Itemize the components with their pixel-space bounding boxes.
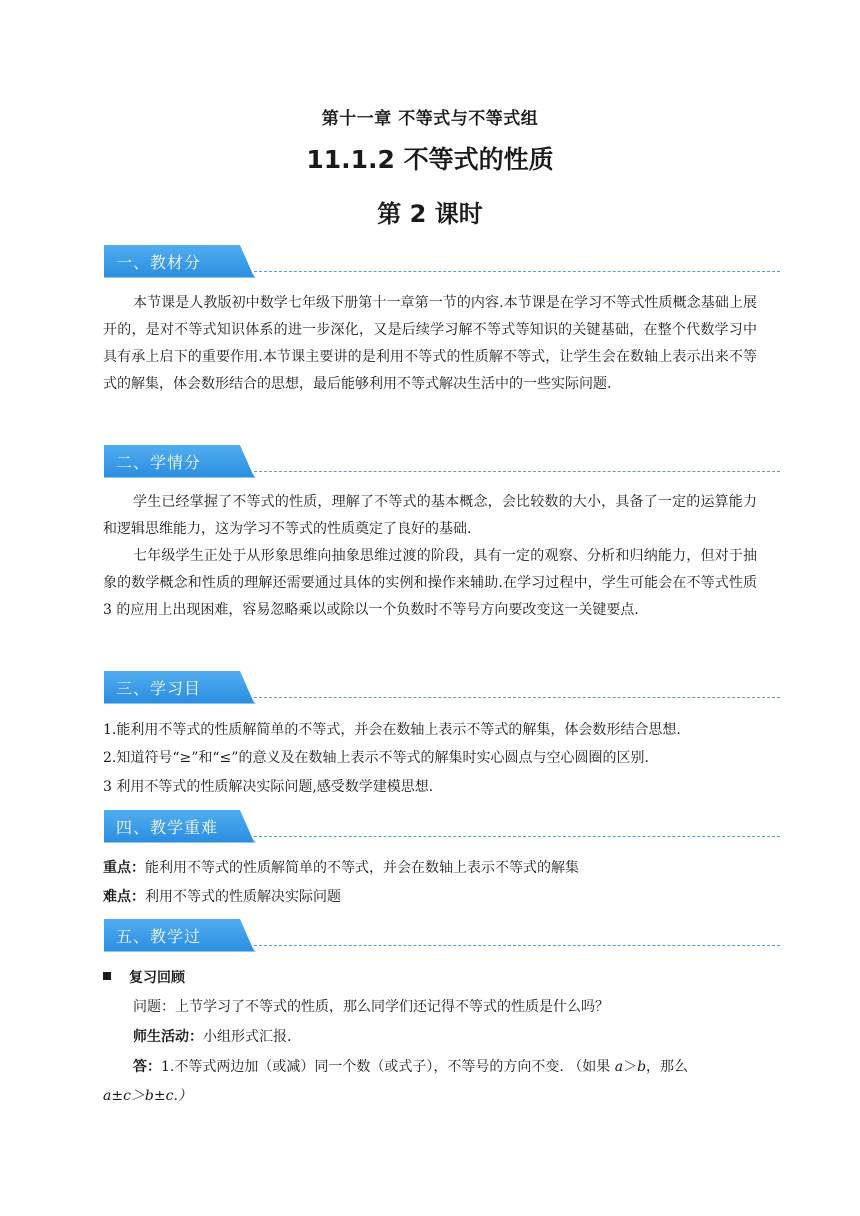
section-label: 三、学习目 bbox=[116, 679, 202, 698]
key-point-text: 能利用不等式的性质解简单的不等式，并会在数轴上表示不等式的解集 bbox=[145, 860, 579, 876]
activity-line bbox=[133, 1027, 793, 1047]
section-label: 四、教学重难 bbox=[116, 818, 219, 837]
section-label: 一、教材分 bbox=[116, 253, 202, 272]
section-header-key-difficult-points bbox=[104, 810, 780, 842]
period-title: 第 2 课时 bbox=[377, 200, 483, 228]
math-b: b bbox=[637, 1059, 647, 1075]
activity-text: 小组形式汇报. bbox=[203, 1029, 292, 1045]
section-divider bbox=[254, 836, 780, 837]
key-point-line bbox=[103, 858, 763, 878]
review-heading bbox=[103, 968, 763, 988]
chapter-title: 第十一章 不等式与不等式组 bbox=[321, 109, 539, 129]
difficult-point-label: 难点： bbox=[103, 889, 145, 905]
textbook-analysis-paragraph: 本节课是人教版初中数学七年级下册第十一章第一节的内容.本节课是在学习不等式性质概念基础上展开的，是对不等式知识体系的进一步深化，又是后续学习解不等式等知识的关键基础，在整个代数学习中具有承上启下的重要作用.本节课主要讲的是利用不等式的性质解不等式，让学生会在数轴上表示出来不等式的解集，体会数形结合的思想，最后能够利用不等式解决生活中的一些实际问题. bbox=[103, 295, 757, 392]
activity-label: 师生活动： bbox=[133, 1029, 203, 1045]
section-header-teaching-process bbox=[104, 919, 780, 951]
section-header-learning-objectives bbox=[104, 671, 780, 703]
square-bullet-icon bbox=[103, 972, 111, 980]
section-label: 五、教学过 bbox=[116, 927, 202, 946]
objective-item-3: 3 利用不等式的性质解决实际问题,感受数学建模思想. bbox=[103, 779, 434, 795]
section-header-student-analysis bbox=[104, 445, 780, 477]
section-divider bbox=[254, 471, 780, 472]
lesson-title: 11.1.2 不等式的性质 bbox=[306, 145, 554, 174]
key-point-label: 重点： bbox=[103, 860, 145, 876]
section-divider bbox=[254, 697, 780, 698]
section-divider bbox=[254, 271, 780, 272]
review-title: 复习回顾 bbox=[129, 970, 185, 986]
difficult-point-text: 利用不等式的性质解决实际问题 bbox=[145, 889, 341, 905]
student-analysis-paragraph-2: 七年级学生正处于从形象思维向抽象思维过渡的阶段，具有一定的观察、分析和归纳能力，但对于抽象的数学概念和性质的理解还需要通过具体的实例和操作来辅助.在学习过程中，学生可能会在不等式性质 3 的应用上出现困难，容易忽略乘以或除以一个负数时不等号方向要改变这一关键要点. bbox=[103, 548, 757, 618]
answer-label: 答： bbox=[133, 1059, 161, 1075]
answer-line bbox=[133, 1057, 793, 1077]
answer-then: ，那么 bbox=[646, 1059, 689, 1075]
math-gt: ＞ bbox=[623, 1059, 638, 1075]
answer-line-2: a±c＞b±c.） bbox=[103, 1088, 192, 1104]
section-header-textbook-analysis bbox=[104, 245, 780, 277]
difficult-point-line bbox=[103, 887, 763, 907]
section-divider bbox=[254, 945, 780, 946]
student-analysis-paragraph-1: 学生已经掌握了不等式的性质，理解了不等式的基本概念，会比较数的大小，具备了一定的运算能力和逻辑思维能力，这为学习不等式的性质奠定了良好的基础. bbox=[103, 494, 757, 537]
review-question: 问题：上节学习了不等式的性质，那么同学们还记得不等式的性质是什么吗？ bbox=[133, 999, 609, 1015]
answer-text: 1.不等式两边加（或减）同一个数（或式子），不等号的方向不变. （如果 bbox=[161, 1059, 615, 1075]
section-label: 二、学情分 bbox=[116, 453, 202, 472]
math-a: a bbox=[614, 1059, 624, 1075]
objective-item-2: 2.知道符号“≥”和“≤”的意义及在数轴上表示不等式的解集时实心圆点与空心圆圈的区别. bbox=[103, 750, 649, 766]
objective-item-1: 1.能利用不等式的性质解简单的不等式，并会在数轴上表示不等式的解集，体会数形结合思想. bbox=[103, 722, 681, 738]
